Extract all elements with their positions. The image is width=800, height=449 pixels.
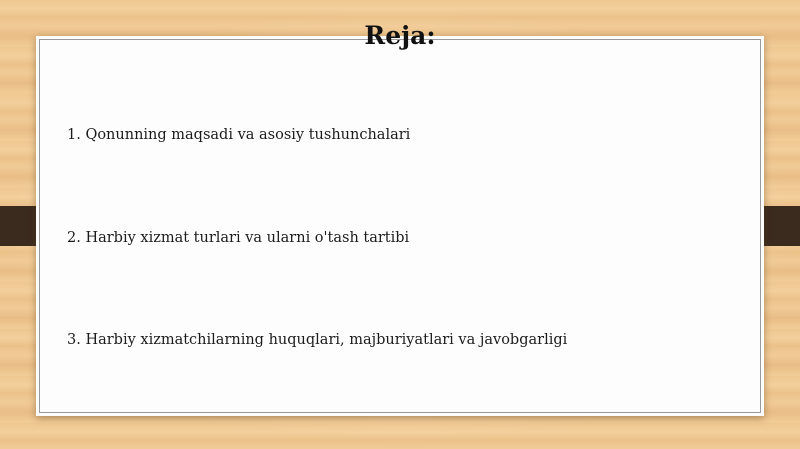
plan-item-1: 1. Qonunning maqsadi va asosiy tushunchalari xyxy=(67,127,411,143)
plan-item-2: 2. Harbiy xizmat turlari va ularni o'tash tartibi xyxy=(67,230,410,246)
plan-item-3: 3. Harbiy xizmatchilarning huquqlari, majburiyatlari va javobgarligi xyxy=(67,332,568,348)
slide-inner-border xyxy=(39,39,761,413)
slide-title: Reja: xyxy=(364,21,436,50)
slide-card xyxy=(36,36,764,416)
